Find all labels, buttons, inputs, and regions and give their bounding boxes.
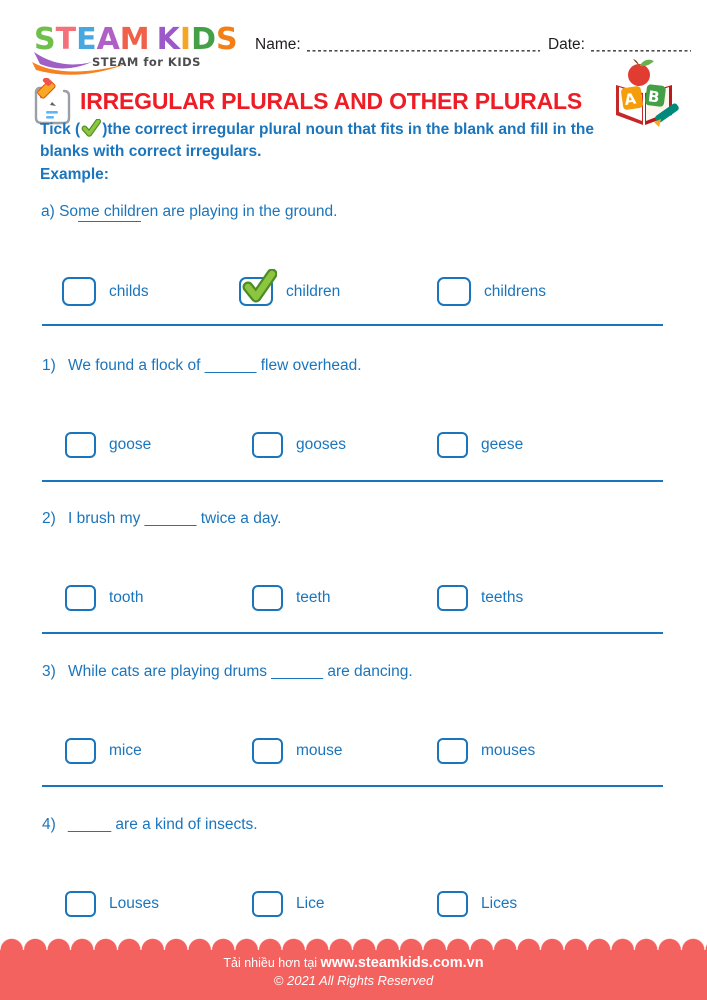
instructions-line1-rest: )the correct irregular plural noun that fits in the blank and fill in the	[102, 121, 594, 138]
question-2-options	[0, 585, 707, 615]
example-underlined: me childr	[78, 203, 141, 220]
divider	[42, 324, 663, 326]
option-lice	[252, 891, 324, 917]
footer-band	[0, 950, 707, 1000]
option-teeths	[437, 585, 523, 611]
option-gooses	[252, 432, 346, 458]
option-tooth	[65, 585, 143, 611]
option-label: Lice	[296, 895, 325, 912]
checkbox-mice[interactable]	[65, 738, 96, 764]
instructions-prefix: Tick (	[40, 121, 81, 138]
page-title: IRREGULAR PLURALS AND OTHER PLURALS	[80, 88, 582, 114]
checkbox-lice[interactable]	[252, 891, 283, 917]
option-louses	[65, 891, 159, 917]
footer-line1	[0, 950, 707, 971]
date-label: Date:	[547, 36, 585, 53]
option-label: tooth	[109, 589, 144, 606]
logo-letter: E	[76, 22, 97, 57]
example-label: Example:	[40, 166, 109, 183]
checkbox-louses[interactable]	[65, 891, 96, 917]
logo-letter: D	[191, 22, 216, 57]
question-1	[42, 357, 672, 375]
svg-text:A: A	[623, 89, 638, 109]
question-number: 4)	[42, 816, 56, 833]
question-text: We found a flock of ______ flew overhead.	[68, 357, 362, 374]
logo-letter: T	[55, 22, 77, 57]
footer	[0, 937, 707, 1000]
option-goose	[65, 432, 151, 458]
instructions	[40, 119, 685, 163]
option-lices	[437, 891, 517, 917]
footer-text: Tải nhiều hơn tại	[223, 956, 321, 970]
question-4-options	[0, 891, 707, 921]
option-mice	[65, 738, 142, 764]
date-fill-line[interactable]	[591, 40, 691, 52]
divider	[42, 480, 663, 482]
example-options-row	[0, 277, 707, 307]
question-text: While cats are playing drums ______ are dancing.	[68, 663, 413, 680]
option-label: goose	[109, 436, 152, 453]
name-fill-line[interactable]	[307, 40, 540, 52]
logo-letter: M	[119, 22, 150, 57]
logo-letter: S	[34, 22, 56, 57]
footer-scallop-edge	[0, 937, 707, 950]
option-label: geese	[481, 436, 524, 453]
question-3	[42, 663, 672, 681]
svg-text:B: B	[646, 87, 661, 107]
steamkids-logo	[34, 24, 249, 74]
checkbox-teeth[interactable]	[252, 585, 283, 611]
option-childs	[62, 277, 149, 306]
question-4	[42, 816, 672, 834]
option-label: mice	[109, 742, 142, 759]
option-mouses	[437, 738, 535, 764]
checkbox-goose[interactable]	[65, 432, 96, 458]
checkbox-geese[interactable]	[437, 432, 468, 458]
footer-url-link[interactable]: www.steamkids.com.vn	[320, 955, 484, 971]
option-label: Lices	[481, 895, 518, 912]
option-geese	[437, 432, 523, 458]
question-text: I brush my ______ twice a day.	[68, 510, 282, 527]
logo-tagline: STEAM for KIDS	[92, 55, 201, 69]
name-date-row	[255, 36, 691, 54]
question-3-options	[0, 738, 707, 768]
question-number: 3)	[42, 663, 56, 680]
instructions-line1	[40, 119, 685, 141]
option-label: teeth	[296, 589, 331, 606]
option-label: gooses	[296, 436, 346, 453]
option-mouse	[252, 738, 343, 764]
logo-letter: I	[179, 22, 192, 57]
logo-letter: A	[96, 22, 120, 57]
checkbox-tooth[interactable]	[65, 585, 96, 611]
tick-icon	[241, 269, 277, 303]
question-2	[42, 510, 672, 528]
option-childrens	[437, 277, 546, 306]
option-label: children	[286, 282, 341, 300]
checkbox-children-checked[interactable]	[239, 277, 273, 306]
checkbox-mouse[interactable]	[252, 738, 283, 764]
logo-letter: S	[215, 22, 238, 57]
logo-letter: K	[156, 22, 180, 57]
divider	[42, 785, 663, 787]
option-label: mouse	[296, 742, 343, 759]
checkbox-childrens[interactable]	[437, 277, 471, 306]
divider	[42, 632, 663, 634]
option-label: Louses	[109, 895, 159, 912]
checkbox-lices[interactable]	[437, 891, 468, 917]
checkbox-mouses[interactable]	[437, 738, 468, 764]
option-teeth	[252, 585, 330, 611]
checkbox-gooses[interactable]	[252, 432, 283, 458]
checkbox-childs[interactable]	[62, 277, 96, 306]
option-label: childs	[109, 282, 149, 300]
question-1-options	[0, 432, 707, 462]
option-children	[239, 277, 340, 306]
question-text: _____ are a kind of insects.	[68, 816, 258, 833]
tick-icon	[81, 119, 101, 138]
option-label: teeths	[481, 589, 524, 606]
instructions-line2: blanks with correct irregulars.	[40, 143, 262, 160]
option-label: childrens	[484, 282, 547, 300]
question-number: 2)	[42, 510, 56, 527]
example-sentence	[41, 203, 337, 221]
option-label: mouses	[481, 742, 536, 759]
checkbox-teeths[interactable]	[437, 585, 468, 611]
question-number: 1)	[42, 357, 56, 374]
example-prefix: a) So	[41, 203, 79, 220]
name-label: Name:	[255, 36, 301, 53]
example-suffix: en are playing in the ground.	[140, 203, 338, 220]
footer-copyright: © 2021 All Rights Reserved	[273, 973, 434, 988]
